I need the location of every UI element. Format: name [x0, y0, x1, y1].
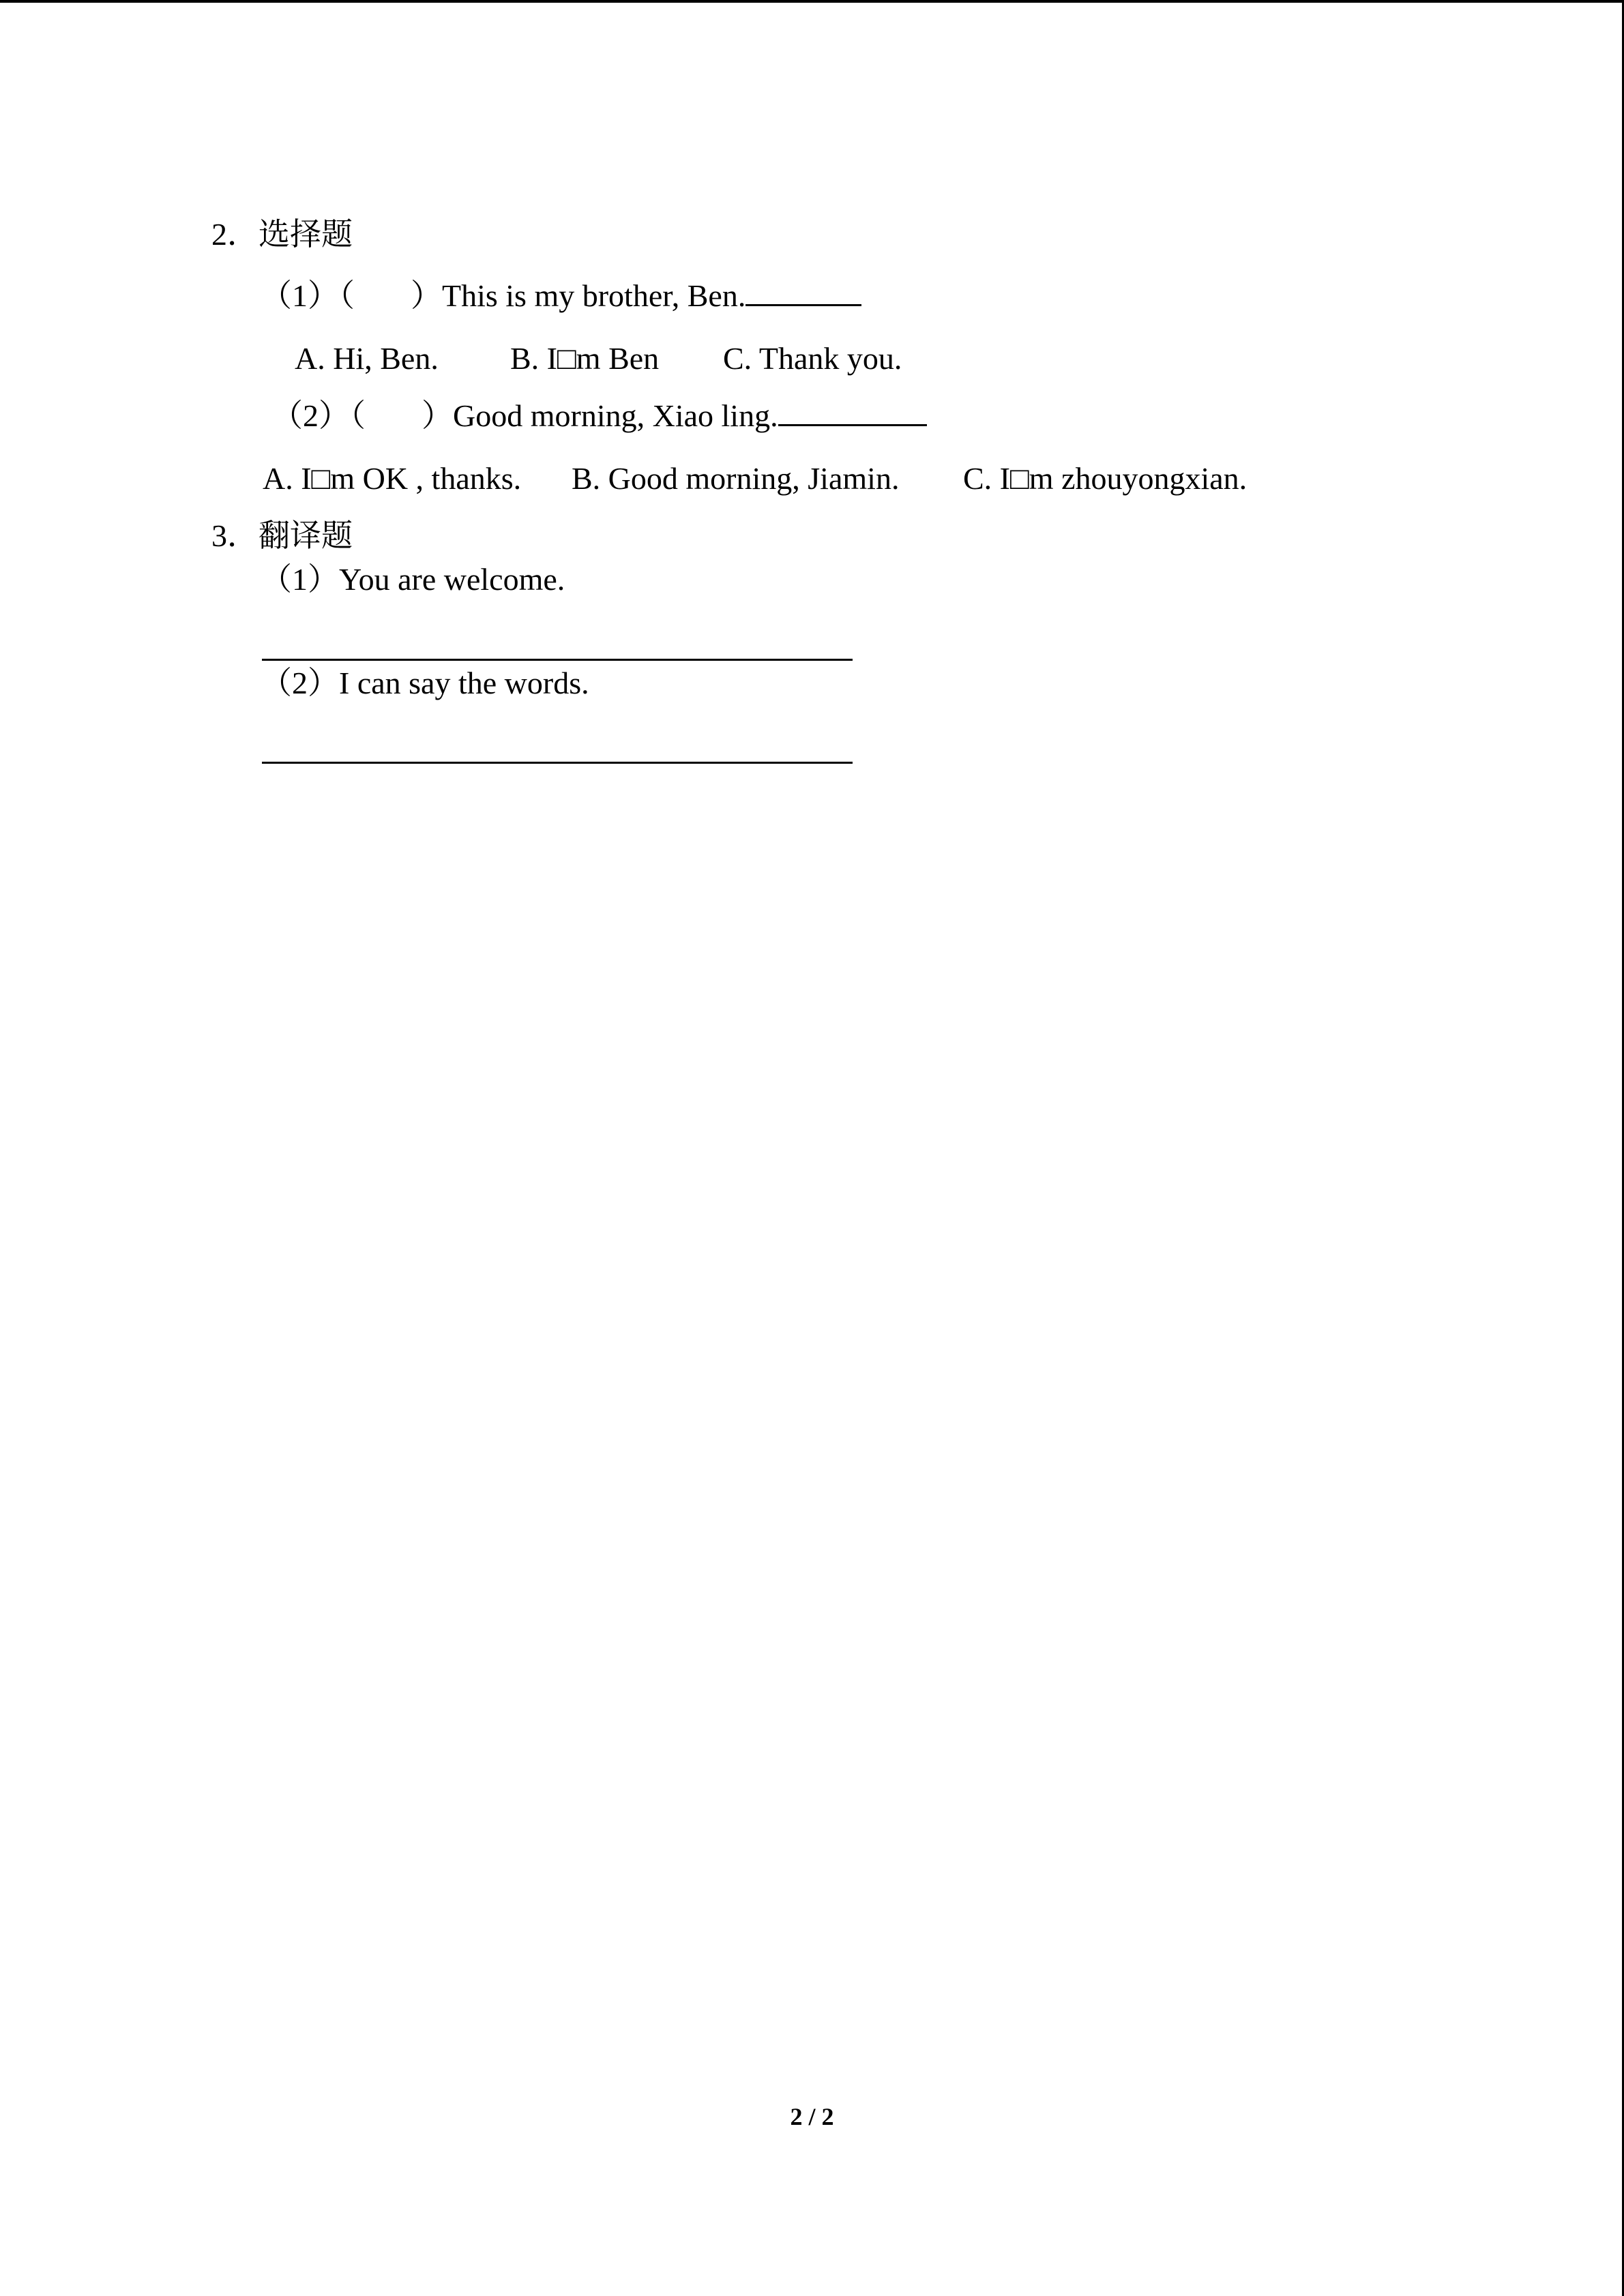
section-2-heading: 2．选择题 — [211, 217, 353, 252]
question-2-1-blank[interactable] — [745, 277, 861, 306]
question-2-1-option-a: A. Hi, Ben. — [295, 341, 439, 376]
question-2-2-close-paren: ） — [422, 398, 453, 433]
question-2-1-option-c: C. Thank you. — [723, 341, 902, 376]
page-number: 2 / 2 — [790, 2103, 834, 2130]
section-3-heading: 3．翻译题 — [211, 518, 353, 553]
question-2-1 — [261, 277, 861, 315]
translation-answer-line-1[interactable] — [262, 659, 853, 661]
question-2-2-number: （2）（ — [271, 398, 366, 433]
question-2-1-option-b: B. I□m Ben — [510, 341, 660, 376]
translation-question-1: （1）You are welcome. — [261, 562, 565, 597]
question-2-1-close-paren: ） — [411, 278, 442, 313]
question-2-2-option-b: B. Good morning, Jiamin. — [572, 461, 900, 496]
question-2-2-option-a: A. I□m OK , thanks. — [263, 461, 522, 496]
page-top-border — [0, 0, 1624, 3]
question-2-1-number: （1）（ — [261, 278, 355, 313]
question-2-1-text: This is my brother, Ben. — [442, 278, 746, 313]
translation-answer-line-2[interactable] — [262, 762, 853, 764]
translation-question-2: （2）I can say the words. — [261, 666, 589, 700]
question-2-2 — [271, 397, 927, 435]
question-2-2-option-c: C. I□m zhouyongxian. — [963, 461, 1247, 496]
question-2-2-text: Good morning, Xiao ling. — [453, 398, 778, 433]
question-2-2-blank[interactable] — [778, 397, 927, 426]
